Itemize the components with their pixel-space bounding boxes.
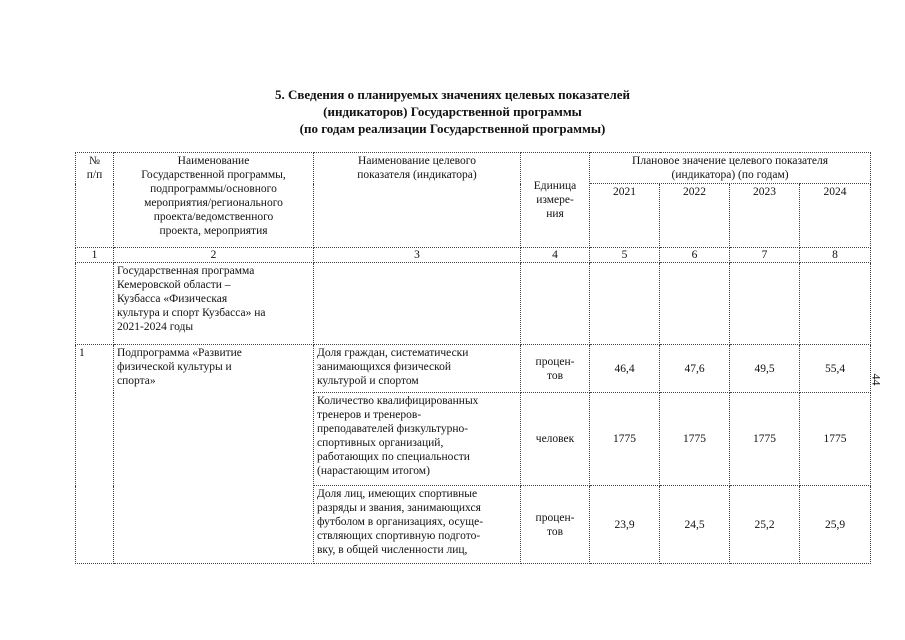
indicator-line: вку, в общей численности лиц, <box>317 544 468 556</box>
header-year-2021: 2021 <box>590 184 660 248</box>
header-year-2022: 2022 <box>660 184 730 248</box>
subprogram-name-l2: физической культуры и <box>117 361 232 373</box>
indicator-value-2024: 55,4 <box>800 345 871 393</box>
indicator-value-2023: 49,5 <box>730 345 800 393</box>
program-name-l4: культура и спорт Кузбасса» на <box>117 307 266 319</box>
header-unit-l2: измере- <box>536 194 574 206</box>
indicator-line: занимающихся физической <box>317 361 452 373</box>
header-planned-l1: Плановое значение целевого показателя <box>632 155 829 167</box>
program-name-cell <box>114 263 314 345</box>
program-number-cell <box>76 263 114 345</box>
section-title <box>0 86 905 137</box>
program-value-cell <box>730 263 800 345</box>
indicator-name <box>314 486 521 564</box>
page-number: 44 <box>869 373 884 386</box>
header-name-l3: подпрограммы/основного <box>150 183 277 195</box>
indicator-line: разряды и звания, занимающихся <box>317 502 481 514</box>
indicator-value-2024: 1775 <box>800 393 871 486</box>
indicator-line: ствляющих спортивную подгото- <box>317 530 481 542</box>
header-name-l4: мероприятия/регионального <box>144 197 283 209</box>
header-name-l1: Наименование <box>177 155 250 167</box>
header-unit-l3: ния <box>546 208 564 220</box>
header-year-2023: 2023 <box>730 184 800 248</box>
indicator-value-2022: 47,6 <box>660 345 730 393</box>
header-program-name <box>114 153 314 248</box>
indicator-value-2023: 25,2 <box>730 486 800 564</box>
header-planned-values <box>590 153 871 184</box>
indicator-value-2021: 46,4 <box>590 345 660 393</box>
indicator-value-2021: 1775 <box>590 393 660 486</box>
indicator-unit <box>521 345 590 393</box>
indicator-line: Доля лиц, имеющих спортивные <box>317 488 478 500</box>
header-unit <box>521 153 590 248</box>
section-title-line1: 5. Сведения о планируемых значениях целевых показателей <box>275 87 630 102</box>
indicator-line: Доля граждан, систематически <box>317 347 469 359</box>
indicator-name <box>314 345 521 393</box>
subprogram-name <box>114 345 314 564</box>
column-number: 7 <box>730 248 800 263</box>
column-number: 3 <box>314 248 521 263</box>
indicator-name <box>314 393 521 486</box>
indicator-line: преподавателей физкультурно- <box>317 423 469 435</box>
header-name-l6: проекта, мероприятия <box>159 225 268 237</box>
indicator-value-2022: 24,5 <box>660 486 730 564</box>
program-name-l1: Государственная программа <box>117 265 255 277</box>
indicator-line: тренеров и тренеров- <box>317 409 422 421</box>
indicator-line: культурой и спортом <box>317 375 419 387</box>
column-number: 2 <box>114 248 314 263</box>
program-value-cell <box>590 263 660 345</box>
program-name-l2: Кемеровской области – <box>117 279 231 291</box>
column-number: 5 <box>590 248 660 263</box>
column-number: 4 <box>521 248 590 263</box>
program-value-cell <box>800 263 871 345</box>
indicator-unit-l2: тов <box>546 369 564 382</box>
header-name-l5: проекта/ведомственного <box>153 211 274 223</box>
indicator-unit <box>521 393 590 486</box>
program-value-cell <box>660 263 730 345</box>
column-number-row <box>76 248 871 263</box>
header-number-l2: п/п <box>86 169 103 181</box>
header-row-1 <box>76 153 871 184</box>
subprogram-name-l3: спорта» <box>117 375 156 387</box>
indicator-unit-l2: тов <box>546 525 564 538</box>
indicator-row-1 <box>76 345 871 393</box>
indicator-unit-l1: процен- <box>535 355 575 368</box>
program-name-l5: 2021-2024 годы <box>117 321 194 333</box>
program-name-l3: Кузбасса «Физическая <box>117 293 228 305</box>
indicator-value-2022: 1775 <box>660 393 730 486</box>
indicator-value-2021: 23,9 <box>590 486 660 564</box>
indicator-line: работающих по специальности <box>317 451 470 463</box>
indicator-line: спортивных организаций, <box>317 437 444 449</box>
column-number: 8 <box>800 248 871 263</box>
program-unit-cell <box>521 263 590 345</box>
indicator-line: Количество квалифицированных <box>317 395 479 407</box>
indicators-table <box>75 152 871 564</box>
indicator-unit-l1: человек <box>535 433 575 445</box>
indicator-value-2023: 1775 <box>730 393 800 486</box>
section-title-line2: (индикаторов) Государственной программы <box>323 104 582 119</box>
header-indicator-l2: показателя (индикатора) <box>357 169 477 181</box>
column-number: 1 <box>76 248 114 263</box>
indicator-line: футболом в организациях, осуще- <box>317 516 484 528</box>
indicator-value-2024: 25,9 <box>800 486 871 564</box>
indicator-unit-l1: процен- <box>535 511 575 524</box>
header-name-l2: Государственной программы, <box>141 169 286 181</box>
column-number: 6 <box>660 248 730 263</box>
header-indicator-name <box>314 153 521 248</box>
subprogram-number: 1 <box>76 345 114 564</box>
header-planned-l2: (индикатора) (по годам) <box>671 169 789 181</box>
program-indicator-cell <box>314 263 521 345</box>
indicator-line: (нарастающим итогом) <box>317 465 430 477</box>
header-indicator-l1: Наименование целевого <box>358 155 476 167</box>
header-number-l1: № <box>89 155 100 167</box>
indicator-unit <box>521 486 590 564</box>
section-title-line3: (по годам реализации Государственной программы) <box>299 121 606 136</box>
subprogram-name-l1: Подпрограмма «Развитие <box>117 347 242 359</box>
header-year-2024: 2024 <box>800 184 871 248</box>
header-unit-l1: Единица <box>533 180 577 192</box>
program-row <box>76 263 871 345</box>
header-number <box>76 153 114 248</box>
